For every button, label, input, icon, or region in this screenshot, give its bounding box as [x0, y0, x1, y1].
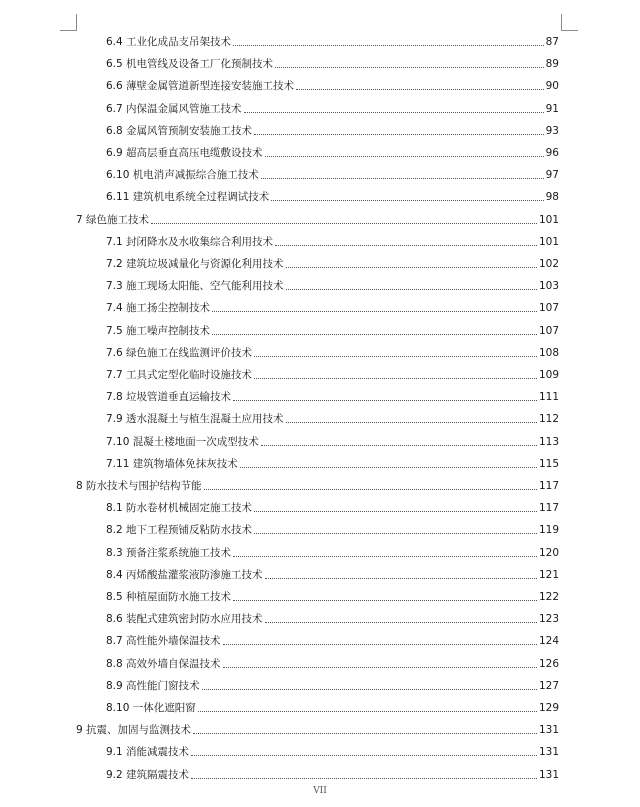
- toc-dot-leader: [286, 266, 537, 268]
- toc-section-entry[interactable]: [106, 693, 559, 715]
- toc-entry-title: 6.4 工业化成品支吊架技术: [106, 36, 232, 48]
- toc-entry-title: 7.11 建筑物墙体免抹灰技术: [106, 457, 238, 470]
- toc-entry-page-number: 93: [545, 124, 559, 137]
- toc-dot-leader: [193, 732, 537, 734]
- toc-entry-title: 9 抗震、加固与监测技术: [76, 724, 192, 737]
- toc-dot-leader: [233, 599, 537, 601]
- page-footer-number: VII: [313, 786, 327, 796]
- toc-dot-leader: [204, 488, 537, 490]
- toc-dot-leader: [202, 688, 537, 690]
- toc-entry-title: 7.4 施工扬尘控制技术: [106, 302, 211, 315]
- toc-entry-page-number: 103: [538, 280, 559, 293]
- toc-section-entry[interactable]: [106, 404, 559, 426]
- toc-section-entry[interactable]: [106, 582, 559, 604]
- toc-section-entry[interactable]: [106, 560, 559, 582]
- toc-section-entry[interactable]: [106, 449, 559, 471]
- toc-entry-page-number: 91: [545, 102, 559, 115]
- toc-dot-leader: [261, 177, 544, 179]
- toc-entry-title: 7.10 混凝土楼地面一次成型技术: [106, 435, 259, 448]
- toc-entry-title: 9.1 消能减震技术: [106, 746, 190, 759]
- toc-entry-title: 8.8 高效外墙自保温技术: [106, 657, 221, 670]
- toc-dot-leader: [265, 577, 537, 579]
- toc-section-entry[interactable]: [106, 227, 559, 249]
- toc-entry-page-number: 109: [538, 369, 559, 381]
- toc-section-entry[interactable]: [106, 116, 559, 138]
- toc-entry-page-number: 122: [538, 591, 559, 603]
- toc-entry-page-number: 107: [538, 324, 559, 337]
- toc-entry-title: 6.7 内保温金属风管施工技术: [106, 102, 242, 115]
- toc-entry-page-number: 107: [538, 302, 559, 315]
- toc-dot-leader: [265, 155, 544, 157]
- toc-entry-title: 7.9 透水混凝土与植生混凝土应用技术: [106, 413, 284, 426]
- toc-entry-title: 6.8 金属风管预制安装施工技术: [106, 124, 253, 137]
- toc-entry-title: 8.3 预备注浆系统施工技术: [106, 546, 232, 559]
- toc-entry-title: 8.6 装配式建筑密封防水应用技术: [106, 613, 263, 626]
- toc-dot-leader: [254, 510, 537, 512]
- toc-entry-title: 7.6 绿色施工在线监测评价技术: [106, 346, 253, 359]
- toc-entry-page-number: 90: [545, 80, 559, 93]
- toc-entry-page-number: 131: [538, 724, 559, 737]
- toc-dot-leader: [254, 377, 537, 379]
- toc-entry-page-number: 127: [538, 679, 559, 692]
- toc-entry-page-number: 119: [538, 524, 559, 537]
- toc-entry-title: 7.3 施工现场太阳能、空气能利用技术: [106, 280, 284, 293]
- toc-entry-page-number: 126: [538, 657, 559, 670]
- toc-dot-leader: [275, 244, 537, 246]
- toc-entry-title: 6.6 薄壁金属管道新型连接安装施工技术: [106, 80, 295, 93]
- toc-entry-page-number: 96: [545, 147, 559, 159]
- toc-section-entry[interactable]: [106, 760, 559, 782]
- toc-entry-title: 7.2 建筑垃圾减量化与资源化利用技术: [106, 258, 284, 270]
- toc-entry-page-number: 111: [538, 391, 559, 404]
- toc-section-entry[interactable]: [106, 538, 559, 560]
- toc-section-entry[interactable]: [106, 316, 559, 338]
- toc-dot-leader: [296, 88, 544, 90]
- toc-dot-leader: [286, 288, 537, 290]
- toc-section-entry[interactable]: [106, 27, 559, 49]
- toc-section-entry[interactable]: [106, 293, 559, 315]
- toc-entry-page-number: 131: [538, 746, 559, 759]
- toc-entry-page-number: 98: [545, 191, 559, 204]
- toc-dot-leader: [261, 444, 537, 446]
- toc-entry-title: 8.1 防水卷材机械固定施工技术: [106, 502, 253, 515]
- toc-entry-title: 7.7 工具式定型化临时设施技术: [106, 369, 253, 381]
- toc-entry-page-number: 101: [538, 213, 559, 226]
- toc-entry-title: 8.10 一体化遮阳窗: [106, 702, 196, 714]
- toc-entry-page-number: 112: [538, 413, 559, 426]
- toc-section-entry[interactable]: [106, 360, 559, 382]
- toc-section-entry[interactable]: [106, 515, 559, 537]
- toc-entry-title: 8 防水技术与围护结构节能: [76, 480, 202, 492]
- toc-section-entry[interactable]: [106, 382, 559, 404]
- toc-dot-leader: [233, 44, 544, 46]
- toc-entry-title: 6.10 机电消声减振综合施工技术: [106, 169, 259, 182]
- toc-dot-leader: [286, 421, 537, 423]
- toc-dot-leader: [271, 199, 543, 201]
- toc-entry-title: 7 绿色施工技术: [76, 213, 150, 226]
- toc-entry-title: 6.5 机电管线及设备工厂化预制技术: [106, 58, 274, 71]
- toc-entry-title: 8.4 丙烯酸盐灌浆液防渗施工技术: [106, 568, 263, 581]
- toc-entry-title: 8.2 地下工程预铺反粘防水技术: [106, 524, 253, 537]
- toc-dot-leader: [212, 310, 537, 312]
- toc-section-entry[interactable]: [106, 626, 559, 648]
- toc-dot-leader: [212, 333, 537, 335]
- toc-section-entry[interactable]: [106, 49, 559, 71]
- toc-entry-page-number: 108: [538, 346, 559, 359]
- toc-section-entry[interactable]: [106, 271, 559, 293]
- toc-dot-leader: [151, 222, 537, 224]
- toc-dot-leader: [244, 111, 544, 113]
- toc-entry-page-number: 131: [538, 768, 559, 781]
- toc-entry-title: 6.11 建筑机电系统全过程调试技术: [106, 191, 270, 204]
- toc-section-entry[interactable]: [106, 94, 559, 116]
- toc-entry-title: 6.9 超高层垂直高压电缆敷设技术: [106, 147, 263, 159]
- toc-dot-leader: [254, 532, 537, 534]
- toc-section-entry[interactable]: [106, 427, 559, 449]
- toc-dot-leader: [223, 666, 537, 668]
- toc-entry-page-number: 87: [545, 36, 559, 48]
- toc-entry-page-number: 97: [545, 169, 559, 182]
- toc-entry-title: 8.5 种植屋面防水施工技术: [106, 591, 232, 603]
- crop-mark-top-right: [561, 14, 578, 31]
- toc-dot-leader: [265, 621, 537, 623]
- toc-chapter-entry[interactable]: [76, 471, 559, 493]
- toc-entry-page-number: 121: [538, 568, 559, 581]
- toc-dot-leader: [191, 777, 537, 779]
- toc-section-entry[interactable]: [106, 182, 559, 204]
- toc-section-entry[interactable]: [106, 671, 559, 693]
- toc-entry-title: 8.7 高性能外墙保温技术: [106, 635, 221, 648]
- toc-entry-page-number: 102: [538, 258, 559, 270]
- toc-entry-title: 7.5 施工噪声控制技术: [106, 324, 211, 337]
- toc-section-entry[interactable]: [106, 138, 559, 160]
- toc-entry-page-number: 117: [538, 480, 559, 492]
- toc-entry-title: 9.2 建筑隔震技术: [106, 768, 190, 781]
- toc-section-entry[interactable]: [106, 493, 559, 515]
- toc-dot-leader: [254, 355, 537, 357]
- toc-chapter-entry[interactable]: [76, 205, 559, 227]
- toc-entry-page-number: 101: [538, 235, 559, 248]
- crop-mark-top-left: [60, 14, 77, 31]
- toc-entry-title: 7.8 垃圾管道垂直运输技术: [106, 391, 232, 404]
- toc-dot-leader: [240, 466, 537, 468]
- toc-dot-leader: [233, 555, 537, 557]
- toc-dot-leader: [233, 399, 537, 401]
- toc-entry-page-number: 124: [538, 635, 559, 648]
- toc-entry-page-number: 123: [538, 613, 559, 626]
- toc-entry-page-number: 115: [538, 457, 559, 470]
- toc-section-entry[interactable]: [106, 649, 559, 671]
- toc-dot-leader: [191, 754, 537, 756]
- toc-entry-page-number: 120: [538, 546, 559, 559]
- toc-dot-leader: [198, 710, 537, 712]
- toc-entry-page-number: 89: [545, 58, 559, 71]
- toc-chapter-entry[interactable]: [76, 715, 559, 737]
- toc-entry-title: 7.1 封闭降水及水收集综合利用技术: [106, 235, 274, 248]
- toc-dot-leader: [223, 643, 537, 645]
- toc-entry-title: 8.9 高性能门窗技术: [106, 679, 200, 692]
- toc-section-entry[interactable]: [106, 737, 559, 759]
- toc-section-entry[interactable]: [106, 604, 559, 626]
- toc-dot-leader: [275, 66, 544, 68]
- toc-section-entry[interactable]: [106, 71, 559, 93]
- toc-dot-leader: [254, 133, 544, 135]
- toc-section-entry[interactable]: [106, 338, 559, 360]
- toc-section-entry[interactable]: [106, 160, 559, 182]
- toc-entry-page-number: 129: [538, 702, 559, 714]
- toc-entry-page-number: 113: [538, 435, 559, 448]
- toc-section-entry[interactable]: [106, 249, 559, 271]
- toc-entry-page-number: 117: [538, 502, 559, 515]
